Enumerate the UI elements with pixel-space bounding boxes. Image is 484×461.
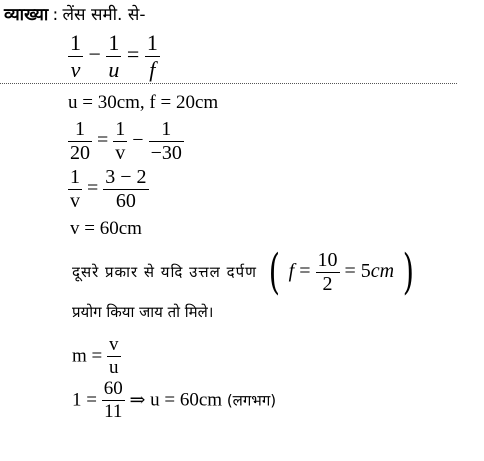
right-paren: ) xyxy=(402,244,415,300)
denominator: 20 xyxy=(70,142,90,164)
lens-formula xyxy=(68,30,160,83)
numerator: 1 xyxy=(70,166,80,188)
dotted-divider xyxy=(0,83,457,84)
numerator: 60 xyxy=(103,378,123,399)
numerator: 3 − 2 xyxy=(105,166,147,188)
equals-five: = 5 xyxy=(344,259,371,282)
final-lhs: 1 = xyxy=(72,389,97,411)
heading-label: व्याख्या xyxy=(4,5,49,25)
equals-sign: = xyxy=(126,41,140,67)
denominator: v xyxy=(68,56,83,83)
fraction-1-over-f xyxy=(145,30,160,83)
fraction-1-over-v xyxy=(68,166,82,213)
numerator: 1 xyxy=(70,30,81,55)
unit-cm: cm xyxy=(370,259,395,282)
fraction-1-over-u xyxy=(106,30,121,83)
given-values: u = 30cm, f = 20cm xyxy=(68,92,219,113)
denominator: v xyxy=(70,190,80,212)
fraction-1-over-v xyxy=(68,30,83,83)
equation-line-2 xyxy=(68,118,184,165)
paragraph-line-1 xyxy=(72,244,418,300)
approx-note: (लगभग) xyxy=(226,391,277,410)
result-v: v = 60cm xyxy=(70,218,142,239)
equation-line-3 xyxy=(68,166,149,213)
numerator: 1 xyxy=(115,118,126,140)
minus-sign: − xyxy=(88,41,101,67)
numerator: v xyxy=(109,334,119,355)
fraction-10-over-2 xyxy=(316,249,340,296)
fraction-1-over-20 xyxy=(68,118,92,165)
final-rhs: u = 60cm xyxy=(150,389,223,411)
numerator: 1 xyxy=(108,30,120,55)
magnification-formula xyxy=(72,334,121,379)
heading-colon: : xyxy=(52,5,59,25)
numerator: 1 xyxy=(161,118,172,140)
equals-sign: = xyxy=(87,177,99,200)
paragraph-text-1: दूसरे प्रकार से यदि उत्तल दर्पण xyxy=(72,263,257,281)
fraction-1-over-minus-30 xyxy=(149,118,184,165)
numerator: 10 xyxy=(317,248,338,271)
equals-sign: = xyxy=(97,129,109,152)
fraction-3-minus-2-over-60 xyxy=(103,166,148,213)
left-paren: ( xyxy=(268,244,280,300)
numerator: 1 xyxy=(75,118,85,140)
equals-sign: = xyxy=(299,259,311,282)
focal-symbol: f xyxy=(288,259,295,282)
magnification-lhs: m = xyxy=(72,345,103,367)
fraction-v-over-u xyxy=(107,334,121,379)
heading-text: लेंस समी. से- xyxy=(62,5,146,25)
final-equation xyxy=(72,378,276,423)
denominator: 11 xyxy=(102,400,125,423)
denominator: u xyxy=(109,357,119,378)
denominator: f xyxy=(145,56,160,83)
denominator: 60 xyxy=(103,189,148,213)
heading-line xyxy=(4,2,145,25)
fraction-1-over-v xyxy=(113,118,127,165)
minus-sign: − xyxy=(132,129,144,152)
implies-arrow: ⇒ xyxy=(129,390,146,411)
numerator: 1 xyxy=(146,30,158,55)
paragraph-line-2: प्रयोग किया जाय तो मिले। xyxy=(72,303,214,321)
fraction-60-over-11 xyxy=(102,378,125,423)
focal-expression xyxy=(284,248,399,295)
denominator: u xyxy=(108,57,120,82)
denominator: v xyxy=(115,142,126,164)
denominator: −30 xyxy=(150,142,182,164)
denominator: 2 xyxy=(316,272,340,296)
